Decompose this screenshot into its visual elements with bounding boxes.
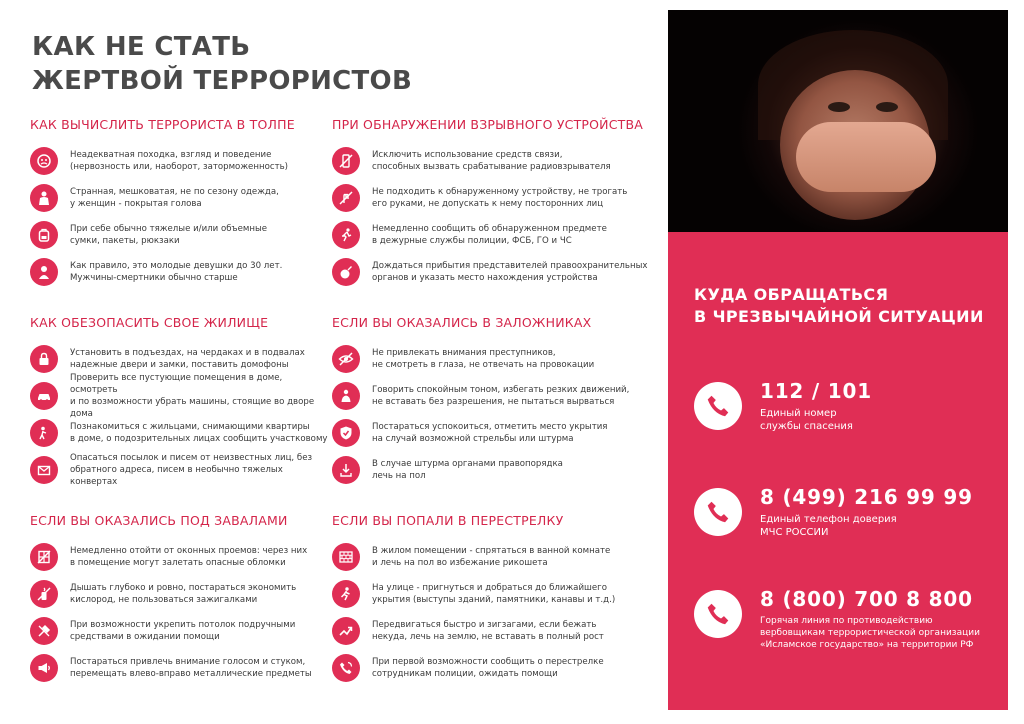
photo-child-covered-mouth — [668, 10, 1008, 232]
contact-trust-line — [694, 484, 973, 539]
list-item — [30, 451, 330, 488]
emergency-contacts-panel — [668, 10, 1008, 710]
list-item — [30, 253, 330, 290]
crouching-person-icon — [332, 580, 360, 608]
phone-icon — [694, 590, 742, 638]
contact-number[interactable]: 8 (800) 700 8 800 — [760, 587, 973, 611]
tools-icon — [30, 617, 58, 645]
contact-number[interactable]: 112 / 101 — [760, 379, 872, 403]
section-rubble — [30, 513, 330, 686]
section-heading: ЕСЛИ ВЫ ОКАЗАЛИСЬ В ЗАЛОЖНИКАХ — [332, 315, 592, 330]
section-heading: ЕСЛИ ВЫ ОКАЗАЛИСЬ ПОД ЗАВАЛАМИ — [30, 513, 288, 528]
contact-description: Единый телефон доверия МЧС РОССИИ — [760, 514, 897, 538]
contact-rescue — [694, 378, 872, 433]
list-item — [30, 538, 330, 575]
item-text: При первой возможности сообщить о перестрелке сотрудникам полиции, ожидать помощи — [372, 656, 604, 679]
photo-hand — [796, 122, 936, 192]
section-heading: ПРИ ОБНАРУЖЕНИИ ВЗРЫВНОГО УСТРОЙСТВА — [332, 117, 644, 132]
item-text: Передвигаться быстро и зигзагами, если бежать некуда, лечь на землю, не вставать в полный рост — [372, 619, 604, 642]
bomb-icon — [332, 258, 360, 286]
item-text: Не подходить к обнаруженному устройству, не трогать его руками, не допускать к нему посторонних лиц — [372, 186, 628, 209]
section-heading: КАК ВЫЧИСЛИТЬ ТЕРРОРИСТА В ТОЛПЕ — [30, 117, 295, 132]
list-item — [332, 340, 652, 377]
window-icon — [30, 543, 58, 571]
item-text: Исключить использование средств связи, способных вызвать срабатывание радиовзрывателя — [372, 149, 611, 172]
list-item — [332, 612, 652, 649]
title-line-2: ЖЕРТВОЙ ТЕРРОРИСТОВ — [32, 66, 413, 96]
title-line-1: КАК НЕ СТАТЬ — [32, 32, 251, 62]
shield-check-icon — [332, 419, 360, 447]
running-person-icon — [332, 221, 360, 249]
list-item — [332, 538, 652, 575]
photo-eye-right — [876, 102, 898, 112]
list-item — [30, 179, 330, 216]
item-text: Дождаться прибытия представителей правоохранительных органов и указать место нахождения устройства — [372, 260, 648, 283]
section-heading: КАК ОБЕЗОПАСИТЬ СВОЕ ЖИЛИЩЕ — [30, 315, 269, 330]
item-text: Неадекватная походка, взгляд и поведение (нервозность или, наоборот, заторможенность) — [70, 149, 288, 172]
list-item — [30, 649, 330, 686]
down-arrow-box-icon — [332, 456, 360, 484]
contact-number[interactable]: 8 (499) 216 99 99 — [760, 485, 973, 509]
package-icon — [30, 456, 58, 484]
item-text: Познакомиться с жильцами, снимающими квартиры в доме, о подозрительных лицах сообщить участковому — [70, 421, 328, 444]
photo-eye-left — [828, 102, 850, 112]
contact-body — [760, 586, 980, 651]
person-talk-icon — [30, 419, 58, 447]
calm-person-icon — [332, 382, 360, 410]
section-heading: ЕСЛИ ВЫ ПОПАЛИ В ПЕРЕСТРЕЛКУ — [332, 513, 564, 528]
section-secure-home — [30, 315, 330, 488]
list-item — [332, 649, 652, 686]
brick-wall-icon — [332, 543, 360, 571]
list-item — [30, 216, 330, 253]
section-spot-terrorist — [30, 117, 330, 290]
young-woman-icon — [30, 258, 58, 286]
megaphone-icon — [30, 654, 58, 682]
list-item — [30, 575, 330, 612]
item-text: Немедленно отойти от оконных проемов: через них в помещение могут залетать опасные обломки — [70, 545, 308, 568]
phone-icon — [694, 488, 742, 536]
contact-description: Горячая линия по противодействию вербовщикам террористической организации «Исламское государство» на территории РФ — [760, 616, 980, 650]
list-item — [332, 216, 652, 253]
list-item — [30, 372, 330, 419]
list-item — [30, 612, 330, 649]
item-text: Не привлекать внимания преступников, не смотреть в глаза, не отвечать на провокации — [372, 347, 595, 370]
page-title — [32, 30, 412, 98]
list-item — [332, 451, 652, 488]
coat-person-icon — [30, 184, 58, 212]
list-item — [332, 575, 652, 612]
angry-face-icon — [30, 147, 58, 175]
emergency-heading — [694, 284, 984, 328]
emergency-heading-line-1: КУДА ОБРАЩАТЬСЯ — [694, 285, 889, 304]
item-text: При себе обычно тяжелые и/или объемные сумки, пакеты, рюкзаки — [70, 223, 268, 246]
no-touch-icon — [332, 184, 360, 212]
item-text: На улице - пригнуться и добраться до ближайшего укрытия (выступы зданий, памятники, канавы и т.д.) — [372, 582, 616, 605]
item-text: Постараться успокоиться, отметить место укрытия на случай возможной стрельбы или штурма — [372, 421, 608, 444]
no-phone-icon — [332, 147, 360, 175]
contact-body — [760, 484, 973, 539]
zigzag-arrow-icon — [332, 617, 360, 645]
item-text: Говорить спокойным тоном, избегать резких движений, не вставать без разрешения, не пытаться вырваться — [372, 384, 630, 407]
list-item — [332, 253, 652, 290]
contact-description: Единый номер службы спасения — [760, 408, 853, 432]
phone-icon — [694, 382, 742, 430]
contact-hotline — [694, 586, 980, 651]
list-item — [30, 414, 330, 451]
list-item — [332, 377, 652, 414]
item-text: Немедленно сообщить об обнаруженном предмете в дежурные службы полиции, ФСБ, ГО и ЧС — [372, 223, 607, 246]
no-lighter-icon — [30, 580, 58, 608]
item-text: Постараться привлечь внимание голосом и стуком, перемещать влево-вправо металлические предметы — [70, 656, 312, 679]
list-item — [332, 179, 652, 216]
item-text: Как правило, это молодые девушки до 30 лет. Мужчины-смертники обычно старше — [70, 260, 283, 283]
list-item — [332, 142, 652, 179]
item-text: Опасаться посылок и писем от неизвестных лиц, без обратного адреса, писем в необычно тяжелых конвертах — [70, 452, 313, 487]
section-hostage — [332, 315, 652, 488]
list-item — [332, 414, 652, 451]
emergency-heading-line-2: В ЧРЕЗВЫЧАЙНОЙ СИТУАЦИИ — [694, 307, 984, 326]
item-text: При возможности укрепить потолок подручными средствами в ожидании помощи — [70, 619, 296, 642]
item-text: Дышать глубоко и ровно, постараться экономить кислород, не пользоваться зажигалками — [70, 582, 297, 605]
car-icon — [30, 382, 58, 410]
item-text: В случае штурма органами правопорядка лечь на пол — [372, 458, 563, 481]
item-text: Странная, мешковатая, не по сезону одежда, у женщин - покрытая голова — [70, 186, 279, 209]
no-eye-icon — [332, 345, 360, 373]
item-text: Установить в подъездах, на чердаках и в подвалах надежные двери и замки, поставить домофоны — [70, 347, 305, 370]
section-shootout — [332, 513, 652, 686]
lock-icon — [30, 345, 58, 373]
section-explosive-device — [332, 117, 652, 290]
item-text: В жилом помещении - спрятаться в ванной комнате и лечь на пол во избежание рикошета — [372, 545, 611, 568]
phone-call-icon — [332, 654, 360, 682]
list-item — [30, 142, 330, 179]
item-text: Проверить все пустующие помещения в доме, осмотреть и по возможности убрать машины, стоящие во дворе дома — [70, 372, 315, 419]
backpack-icon — [30, 221, 58, 249]
contact-body — [760, 378, 872, 433]
